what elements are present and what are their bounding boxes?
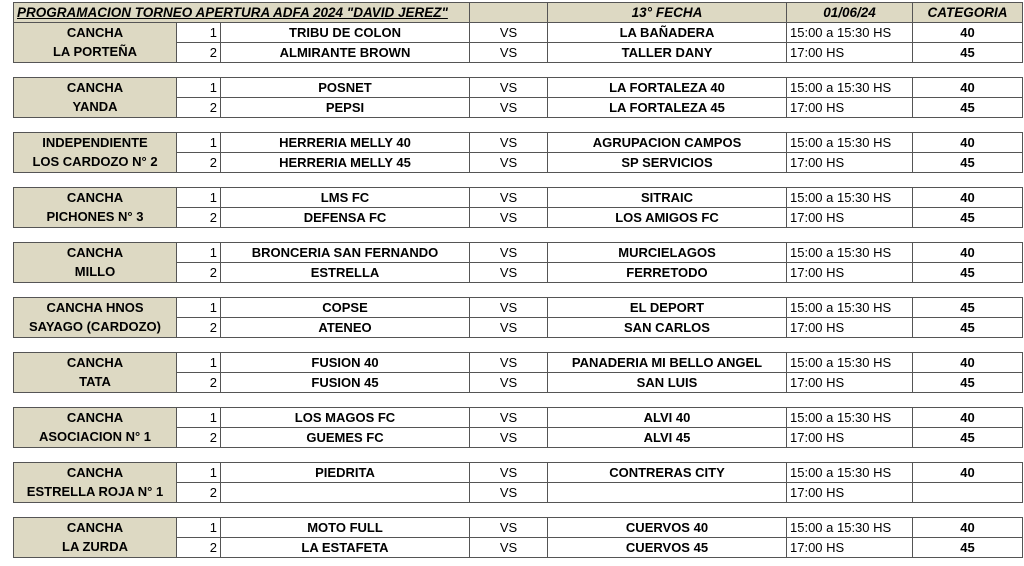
- match-time: 17:00 HS: [787, 483, 913, 503]
- match-time: 15:00 a 15:30 HS: [787, 463, 913, 483]
- home-team: PEPSI: [221, 98, 470, 118]
- venue-name-line2: PICHONES N° 3: [14, 208, 177, 228]
- home-team: GUEMES FC: [221, 428, 470, 448]
- venue-name-line2: LA PORTEÑA: [14, 43, 177, 63]
- venue-name-line2: ASOCIACION N° 1: [14, 428, 177, 448]
- spacer-cell: [14, 503, 1023, 518]
- home-team: POSNET: [221, 78, 470, 98]
- match-number: 1: [177, 298, 221, 318]
- match-number: 1: [177, 463, 221, 483]
- match-time: 15:00 a 15:30 HS: [787, 353, 913, 373]
- venue-name-line2: MILLO: [14, 263, 177, 283]
- away-team: LA FORTALEZA 45: [548, 98, 787, 118]
- away-team: FERRETODO: [548, 263, 787, 283]
- match-time: 17:00 HS: [787, 153, 913, 173]
- match-row: [14, 43, 1023, 63]
- home-team: ESTRELLA: [221, 263, 470, 283]
- match-row: [14, 353, 1023, 373]
- vs-label: VS: [470, 408, 548, 428]
- header-spacer: [470, 3, 548, 23]
- spacer-cell: [14, 118, 1023, 133]
- match-time: 17:00 HS: [787, 538, 913, 558]
- spacer-cell: [14, 173, 1023, 188]
- match-row: [14, 483, 1023, 503]
- spacer-cell: [14, 283, 1023, 298]
- venue-name-line1: CANCHA: [14, 463, 177, 483]
- match-time: 17:00 HS: [787, 208, 913, 228]
- vs-label: VS: [470, 243, 548, 263]
- home-team: PIEDRITA: [221, 463, 470, 483]
- match-time: 15:00 a 15:30 HS: [787, 23, 913, 43]
- vs-label: VS: [470, 373, 548, 393]
- spacer-row: [14, 338, 1023, 353]
- away-team: SAN CARLOS: [548, 318, 787, 338]
- match-number: 2: [177, 373, 221, 393]
- vs-label: VS: [470, 353, 548, 373]
- vs-label: VS: [470, 263, 548, 283]
- match-category: 40: [913, 133, 1023, 153]
- spacer-row: [14, 173, 1023, 188]
- match-category: 40: [913, 408, 1023, 428]
- match-row: [14, 208, 1023, 228]
- venue-name-line2: YANDA: [14, 98, 177, 118]
- vs-label: VS: [470, 463, 548, 483]
- match-row: [14, 243, 1023, 263]
- match-category: 40: [913, 23, 1023, 43]
- match-category: 45: [913, 263, 1023, 283]
- venue-name-line1: CANCHA: [14, 353, 177, 373]
- match-category: 40: [913, 518, 1023, 538]
- venue-name-line2: TATA: [14, 373, 177, 393]
- match-category: 45: [913, 43, 1023, 63]
- match-category: [913, 483, 1023, 503]
- match-category: 45: [913, 208, 1023, 228]
- match-row: [14, 463, 1023, 483]
- match-row: [14, 298, 1023, 318]
- match-row: [14, 133, 1023, 153]
- away-team: LA BAÑADERA: [548, 23, 787, 43]
- vs-label: VS: [470, 43, 548, 63]
- match-time: 15:00 a 15:30 HS: [787, 298, 913, 318]
- vs-label: VS: [470, 518, 548, 538]
- match-row: [14, 78, 1023, 98]
- match-number: 2: [177, 98, 221, 118]
- away-team: AGRUPACION CAMPOS: [548, 133, 787, 153]
- match-number: 2: [177, 263, 221, 283]
- venue-name-line1: CANCHA: [14, 23, 177, 43]
- match-category: 40: [913, 243, 1023, 263]
- spacer-row: [14, 118, 1023, 133]
- match-time: 15:00 a 15:30 HS: [787, 408, 913, 428]
- tournament-title: PROGRAMACION TORNEO APERTURA ADFA 2024 "DAVID JEREZ": [14, 3, 470, 23]
- home-team: [221, 483, 470, 503]
- away-team: SITRAIC: [548, 188, 787, 208]
- match-row: [14, 318, 1023, 338]
- away-team: [548, 483, 787, 503]
- venue-name-line1: INDEPENDIENTE: [14, 133, 177, 153]
- vs-label: VS: [470, 483, 548, 503]
- away-team: MURCIELAGOS: [548, 243, 787, 263]
- match-row: [14, 98, 1023, 118]
- vs-label: VS: [470, 23, 548, 43]
- match-category: 45: [913, 153, 1023, 173]
- venue-name-line2: SAYAGO (CARDOZO): [14, 318, 177, 338]
- home-team: HERRERIA MELLY 40: [221, 133, 470, 153]
- match-number: 1: [177, 188, 221, 208]
- venue-name-line1: CANCHA: [14, 188, 177, 208]
- match-number: 2: [177, 318, 221, 338]
- home-team: TRIBU DE COLON: [221, 23, 470, 43]
- away-team: EL DEPORT: [548, 298, 787, 318]
- home-team: DEFENSA FC: [221, 208, 470, 228]
- spacer-row: [14, 228, 1023, 243]
- spacer-cell: [14, 63, 1023, 78]
- category-header: CATEGORIA: [913, 3, 1023, 23]
- match-time: 15:00 a 15:30 HS: [787, 133, 913, 153]
- match-row: [14, 518, 1023, 538]
- vs-label: VS: [470, 208, 548, 228]
- home-team: HERRERIA MELLY 45: [221, 153, 470, 173]
- venue-name-line1: CANCHA: [14, 518, 177, 538]
- away-team: LOS AMIGOS FC: [548, 208, 787, 228]
- venue-name-line1: CANCHA: [14, 78, 177, 98]
- spacer-cell: [14, 338, 1023, 353]
- away-team: ALVI 40: [548, 408, 787, 428]
- home-team: FUSION 40: [221, 353, 470, 373]
- match-row: [14, 188, 1023, 208]
- spacer-row: [14, 283, 1023, 298]
- match-number: 2: [177, 153, 221, 173]
- match-number: 2: [177, 208, 221, 228]
- vs-label: VS: [470, 153, 548, 173]
- venue-name-line1: CANCHA: [14, 243, 177, 263]
- header-row: [14, 3, 1023, 23]
- match-row: [14, 23, 1023, 43]
- match-time: 15:00 a 15:30 HS: [787, 518, 913, 538]
- match-number: 2: [177, 483, 221, 503]
- away-team: CUERVOS 40: [548, 518, 787, 538]
- match-category: 45: [913, 298, 1023, 318]
- spacer-cell: [14, 448, 1023, 463]
- match-row: [14, 263, 1023, 283]
- match-row: [14, 373, 1023, 393]
- spacer-row: [14, 393, 1023, 408]
- vs-label: VS: [470, 318, 548, 338]
- match-time: 17:00 HS: [787, 98, 913, 118]
- match-number: 1: [177, 243, 221, 263]
- match-category: 40: [913, 463, 1023, 483]
- match-number: 1: [177, 518, 221, 538]
- match-category: 45: [913, 373, 1023, 393]
- match-time: 17:00 HS: [787, 373, 913, 393]
- vs-label: VS: [470, 78, 548, 98]
- home-team: LA ESTAFETA: [221, 538, 470, 558]
- match-number: 1: [177, 23, 221, 43]
- match-category: 45: [913, 318, 1023, 338]
- match-category: 45: [913, 98, 1023, 118]
- spacer-cell: [14, 228, 1023, 243]
- spacer-row: [14, 503, 1023, 518]
- home-team: COPSE: [221, 298, 470, 318]
- match-time: 15:00 a 15:30 HS: [787, 243, 913, 263]
- spacer-row: [14, 63, 1023, 78]
- away-team: SP SERVICIOS: [548, 153, 787, 173]
- away-team: SAN LUIS: [548, 373, 787, 393]
- vs-label: VS: [470, 133, 548, 153]
- match-time: 17:00 HS: [787, 318, 913, 338]
- match-number: 1: [177, 78, 221, 98]
- match-time: 17:00 HS: [787, 43, 913, 63]
- away-team: LA FORTALEZA 40: [548, 78, 787, 98]
- match-category: 40: [913, 353, 1023, 373]
- home-team: ALMIRANTE BROWN: [221, 43, 470, 63]
- match-number: 1: [177, 353, 221, 373]
- venue-name-line1: CANCHA HNOS: [14, 298, 177, 318]
- match-time: 17:00 HS: [787, 428, 913, 448]
- match-row: [14, 153, 1023, 173]
- vs-label: VS: [470, 298, 548, 318]
- home-team: LMS FC: [221, 188, 470, 208]
- venue-name-line2: ESTRELLA ROJA N° 1: [14, 483, 177, 503]
- vs-label: VS: [470, 538, 548, 558]
- away-team: PANADERIA MI BELLO ANGEL: [548, 353, 787, 373]
- home-team: ATENEO: [221, 318, 470, 338]
- match-row: [14, 538, 1023, 558]
- away-team: CUERVOS 45: [548, 538, 787, 558]
- venue-name-line2: LA ZURDA: [14, 538, 177, 558]
- vs-label: VS: [470, 98, 548, 118]
- match-category: 40: [913, 78, 1023, 98]
- match-category: 45: [913, 538, 1023, 558]
- match-time: 15:00 a 15:30 HS: [787, 188, 913, 208]
- round-label: 13° FECHA: [548, 3, 787, 23]
- vs-label: VS: [470, 428, 548, 448]
- spacer-row: [14, 448, 1023, 463]
- match-row: [14, 428, 1023, 448]
- away-team: CONTRERAS CITY: [548, 463, 787, 483]
- match-number: 1: [177, 133, 221, 153]
- spacer-cell: [14, 393, 1023, 408]
- match-time: 15:00 a 15:30 HS: [787, 78, 913, 98]
- venue-name-line1: CANCHA: [14, 408, 177, 428]
- match-category: 40: [913, 188, 1023, 208]
- match-number: 2: [177, 428, 221, 448]
- venue-name-line2: LOS CARDOZO N° 2: [14, 153, 177, 173]
- home-team: FUSION 45: [221, 373, 470, 393]
- away-team: TALLER DANY: [548, 43, 787, 63]
- match-number: 1: [177, 408, 221, 428]
- home-team: BRONCERIA SAN FERNANDO: [221, 243, 470, 263]
- match-date: 01/06/24: [787, 3, 913, 23]
- match-number: 2: [177, 43, 221, 63]
- fixture-table: [13, 2, 1023, 558]
- home-team: LOS MAGOS FC: [221, 408, 470, 428]
- away-team: ALVI 45: [548, 428, 787, 448]
- match-category: 45: [913, 428, 1023, 448]
- match-time: 17:00 HS: [787, 263, 913, 283]
- match-row: [14, 408, 1023, 428]
- match-number: 2: [177, 538, 221, 558]
- vs-label: VS: [470, 188, 548, 208]
- home-team: MOTO FULL: [221, 518, 470, 538]
